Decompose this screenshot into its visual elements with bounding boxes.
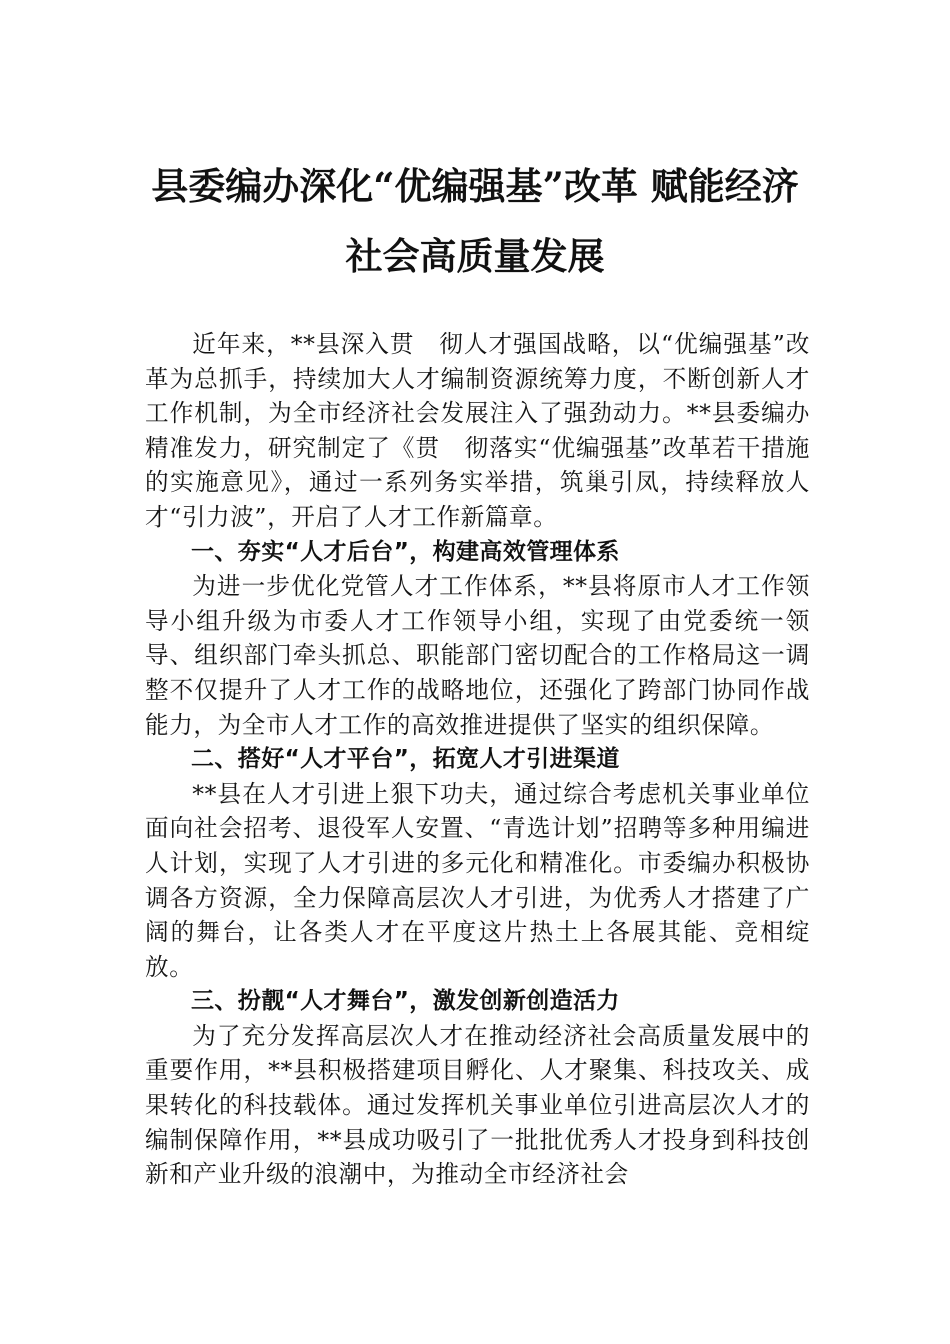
document-body: [145, 327, 810, 1192]
section-heading-3: 三、扮靓“人才舞台”，激发创新创造活力: [191, 988, 620, 1015]
paragraph-intro: 近年来，**县深入贯 彻人才强国战略，以“优编强基”改革为总抓手，持续加大人才编制资源统筹力度，不断创新人才工作机制，为全市经济社会发展注入了强劲动力。**县委编办精准发力，研究制定了《贯 彻落实“优编强基”改革若干措施的实施意见》，通过一系列务实举措，筑巢引凤，持续释放人才“引力波”，开启了人才工作新篇章。: [145, 330, 810, 531]
paragraph-section-3: 为了充分发挥高层次人才在推动经济社会高质量发展中的重要作用，**县积极搭建项目孵化、人才聚集、科技攻关、成果转化的科技载体。通过发挥机关事业单位引进高层次人才的编制保障作用，**县成功吸引了一批批优秀人才投身到科技创新和产业升级的浪潮中，为推动全市经济社会: [145, 1021, 810, 1189]
paragraph-section-2: **县在人才引进上狠下功夫，通过综合考虑机关事业单位面向社会招考、退役军人安置、“青选计划”招聘等多种用编进人计划，实现了人才引进的多元化和精准化。市委编办积极协调各方资源，全力保障高层次人才引进，为优秀人才搭建了广阔的舞台，让各类人才在平度这片热土上各展其能、竞相绽放。: [145, 779, 810, 981]
section-heading-1: 一、夯实“人才后台”，构建高效管理体系: [191, 538, 620, 565]
paragraph-section-1: 为进一步优化党管人才工作体系，**县将原市人才工作领导小组升级为市委人才工作领导小组，实现了由党委统一领导、组织部门牵头抓总、职能部门密切配合的工作格局这一调整不仅提升了人才工作的战略地位，还强化了跨部门协同作战能力，为全市人才工作的高效推进提供了坚实的组织保障。: [145, 572, 810, 739]
document-title-line-1: 县委编办深化“优编强基”改革 赋能经济: [151, 164, 799, 208]
section-heading-2: 二、搭好“人才平台”，拓宽人才引进渠道: [191, 746, 620, 773]
document-title-line-2: 社会高质量发展: [345, 234, 605, 278]
